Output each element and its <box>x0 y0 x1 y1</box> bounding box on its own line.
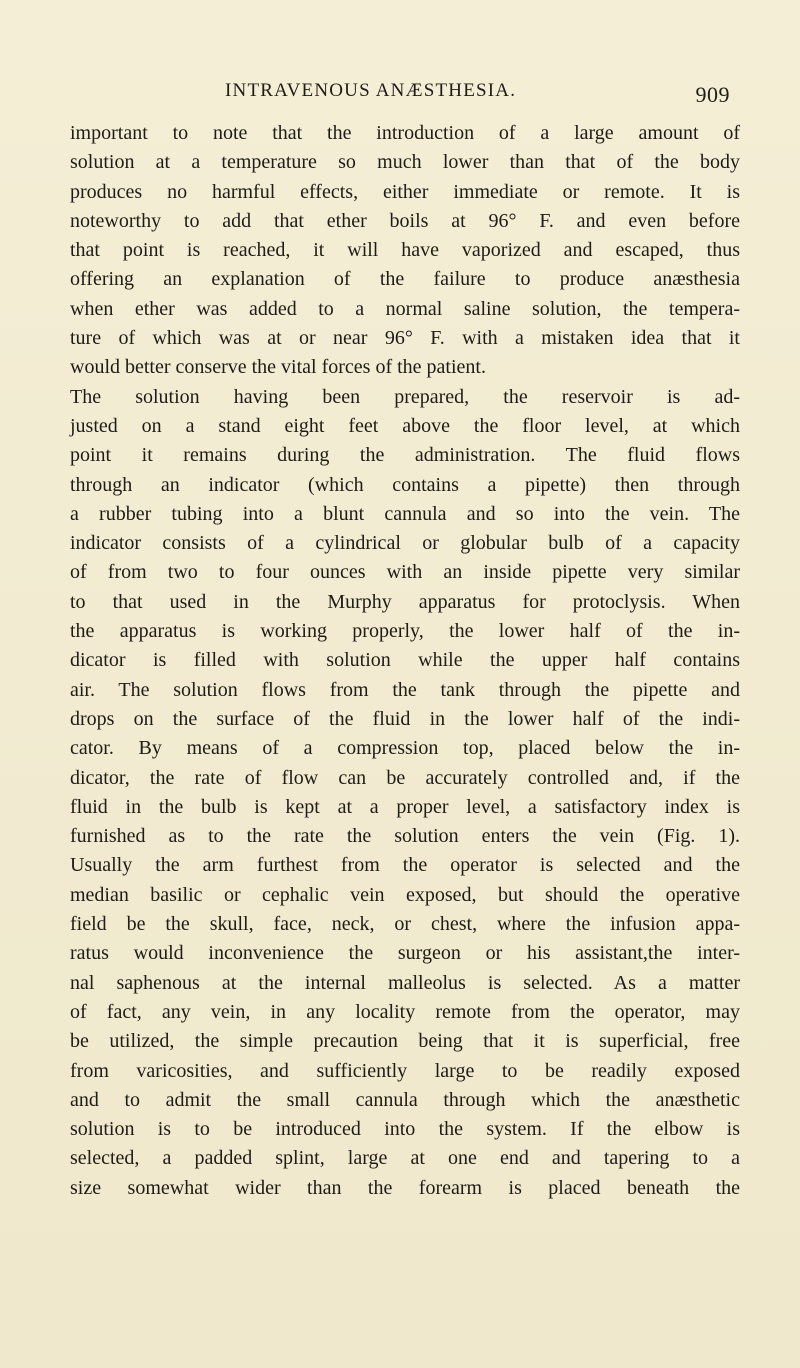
text-line: justed on a stand eight feet above the floor level, at which <box>70 414 740 437</box>
text-line: ratus would inconvenience the surgeon or his assistant,the inter- <box>70 942 740 965</box>
text-line: and to admit the small cannula through which the anæsthetic <box>70 1088 740 1111</box>
text-line: indicator consists of a cylindrical or globular bulb of a capacity <box>70 532 740 555</box>
text-line: nal saphenous at the internal malleolus is selected. As a matter <box>70 971 740 994</box>
text-line: through an indicator (which contains a pipette) then through <box>70 473 740 496</box>
text-line: size somewhat wider than the forearm is placed beneath the <box>70 1176 740 1199</box>
body-text <box>70 119 740 1203</box>
text-line: noteworthy to add that ether boils at 96° F. and even before <box>70 209 740 232</box>
text-line: solution is to be introduced into the system. If the elbow is <box>70 1118 740 1141</box>
text-line: solution at a temperature so much lower than that of the body <box>70 151 740 174</box>
text-line: be utilized, the simple precaution being that it is superficial, free <box>70 1030 740 1053</box>
text-line: a rubber tubing into a blunt cannula and so into the vein. The <box>70 502 740 525</box>
text-line: important to note that the introduction of a large amount of <box>70 122 740 144</box>
running-head <box>0 80 800 120</box>
text-line: The solution having been prepared, the reservoir is ad- <box>70 385 740 408</box>
text-line: to that used in the Murphy apparatus for protoclysis. When <box>70 590 740 613</box>
text-line: when ether was added to a normal saline solution, the tempera- <box>70 297 740 320</box>
text-line: fluid in the bulb is kept at a proper level, a satisfactory index is <box>70 795 740 818</box>
text-line: air. The solution flows from the tank through the pipette and <box>70 678 740 701</box>
text-line: the apparatus is working properly, the lower half of the in- <box>70 620 740 643</box>
text-line: field be the skull, face, neck, or chest, where the infusion appa- <box>70 913 740 936</box>
text-line: dicator, the rate of flow can be accurately controlled and, if the <box>70 766 740 789</box>
text-line: point it remains during the administration. The fluid flows <box>70 444 740 467</box>
text-line: that point is reached, it will have vaporized and escaped, thus <box>70 239 740 262</box>
text-line: selected, a padded splint, large at one end and tapering to a <box>70 1147 740 1170</box>
text-line: produces no harmful effects, either immediate or remote. It is <box>70 180 740 203</box>
text-line: offering an explanation of the failure to produce anæsthesia <box>70 268 740 291</box>
text-line: would better conserve the vital forces of the patient. <box>70 356 486 379</box>
page-number: 909 <box>695 82 730 107</box>
running-title: INTRAVENOUS ANÆSTHESIA. <box>225 80 517 101</box>
text-line: drops on the surface of the fluid in the lower half of the indi- <box>70 707 740 730</box>
text-line: of from two to four ounces with an inside pipette very similar <box>70 561 740 584</box>
text-line: Usually the arm furthest from the operator is selected and the <box>70 854 740 877</box>
text-line: furnished as to the rate the solution enters the vein (Fig. 1). <box>70 825 740 848</box>
text-line: median basilic or cephalic vein exposed, but should the operative <box>70 883 740 906</box>
text-line: dicator is filled with solution while the upper half contains <box>70 649 740 672</box>
text-line: from varicosities, and sufficiently large to be readily exposed <box>70 1059 740 1082</box>
text-line: cator. By means of a compression top, placed below the in- <box>70 737 740 760</box>
text-line: ture of which was at or near 96° F. with a mistaken idea that it <box>70 327 740 350</box>
text-line: of fact, any vein, in any locality remote from the operator, may <box>70 1000 740 1023</box>
